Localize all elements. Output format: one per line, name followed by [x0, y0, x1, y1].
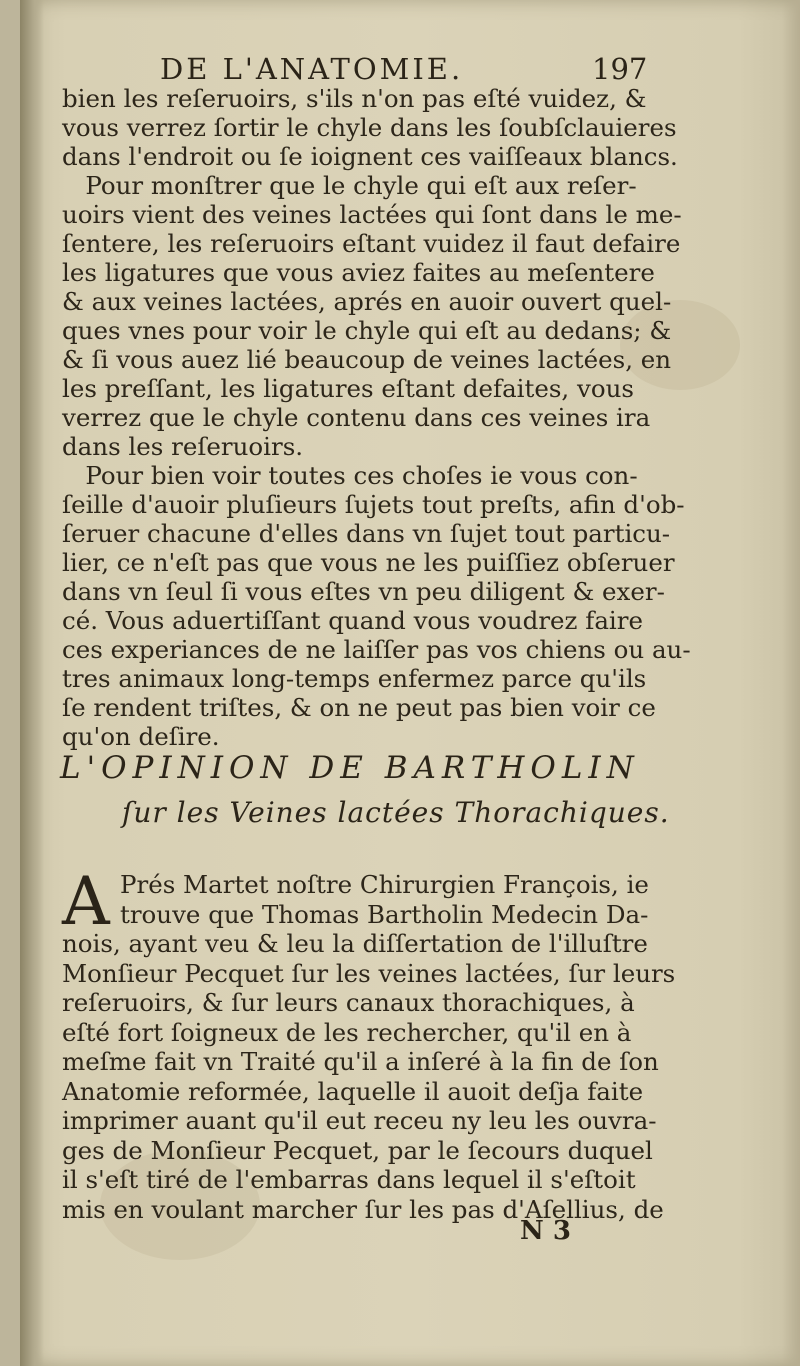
text-line: Pour bien voir toutes ces choſes ie vous con-: [62, 461, 638, 490]
text-line: reſeruoirs, & ſur leurs canaux thorachiques, à: [62, 988, 635, 1017]
text-line: ſeruer chacune d'elles dans vn ſujet tout particu-: [62, 519, 671, 548]
text-line: qu'on deſire.: [62, 722, 220, 751]
text-line: dans les reſeruoirs.: [62, 432, 304, 461]
page-edge: [782, 0, 800, 1366]
section-heading: [60, 750, 700, 829]
text-line: ſeille d'auoir pluſieurs ſujets tout preſts, afin d'ob-: [62, 490, 685, 519]
text-line: ſe rendent triſtes, & on ne peut pas bien voir ce: [62, 693, 656, 722]
text-line: uoirs vient des veines lactées qui ſont dans le me-: [62, 200, 682, 229]
heading-title: L'OPINION DE BARTHOLIN: [60, 750, 640, 786]
text-line: vous verrez ſortir le chyle dans les ſoubſclauieres: [62, 113, 677, 142]
running-title: DE L'ANATOMIE.: [160, 52, 464, 86]
text-line: trouve que Thomas Bartholin Medecin Da-: [120, 899, 649, 929]
drop-cap: A: [62, 863, 110, 940]
binding-shadow: [20, 0, 44, 1366]
paragraph-block: [62, 84, 691, 751]
text-line: imprimer auant qu'il eut receu ny leu les ouvra-: [62, 1106, 657, 1135]
text-line: verrez que le chyle contenu dans ces veines ira: [62, 403, 651, 432]
text-line: ges de Monſieur Pecquet, par le ſecours duquel: [62, 1135, 653, 1165]
text-line: ſentere, les reſeruoirs eſtant vuidez il faut defaire: [62, 229, 681, 258]
text-line: dans vn ſeul ſi vous eſtes vn peu diligent & exer-: [62, 577, 665, 606]
text-line: ques vnes pour voir le chyle qui eſt au dedans; &: [62, 316, 672, 345]
text-line: il s'eſt tiré de l'embarras dans lequel il s'eſtoit: [62, 1165, 636, 1194]
text-line: ces experiances de ne laiſſer pas vos chiens ou au-: [62, 635, 691, 664]
text-line: Anatomie reformée, laquelle il auoit deſja faite: [62, 1076, 644, 1106]
heading-subtitle: ſur les Veines lactées Thorachiques.: [122, 796, 670, 829]
text-line: nois, ayant veu & leu la diſſertation de l'illuſtre: [62, 929, 648, 958]
book-page: [20, 0, 800, 1366]
text-line: mis en voulant marcher ſur les pas d'Aſellius, de: [62, 1194, 664, 1224]
signature-mark: N 3: [520, 1216, 571, 1246]
text-line: les preſſant, les ligatures eſtant defaites, vous: [62, 374, 634, 403]
text-line: bien les reſeruoirs, s'ils n'on pas eſté vuidez, &: [62, 84, 647, 113]
text-line: & ſi vous auez lié beaucoup de veines lactées, en: [62, 345, 672, 374]
text-line: Pour monſtrer que le chyle qui eſt aux reſer-: [62, 171, 637, 200]
text-line: les ligatures que vous aviez faites au meſentere: [62, 258, 655, 287]
text-line: Prés Martet noſtre Chirurgien François, ie: [120, 870, 649, 899]
text-line: eſté fort ſoigneux de les rechercher, qu'il en à: [62, 1017, 632, 1047]
text-line: tres animaux long-temps enfermez parce qu'ils: [62, 664, 647, 693]
text-line: meſme fait vn Traité qu'il a inſeré à la fin de ſon: [62, 1047, 659, 1076]
text-line: Monſieur Pecquet ſur les veines lactées, ſur leurs: [62, 958, 676, 988]
text-line: dans l'endroit ou ſe ioignent ces vaiſſeaux blancs.: [62, 142, 678, 171]
page-number: 197: [592, 52, 648, 86]
text-line: & aux veines lactées, aprés en auoir ouvert quel-: [62, 287, 672, 316]
text-line: cé. Vous aduertiſſant quand vous voudrez faire: [62, 606, 643, 635]
paragraph-block: [62, 863, 692, 1224]
text-line: lier, ce n'eſt pas que vous ne les puiſſiez obſeruer: [62, 548, 675, 577]
